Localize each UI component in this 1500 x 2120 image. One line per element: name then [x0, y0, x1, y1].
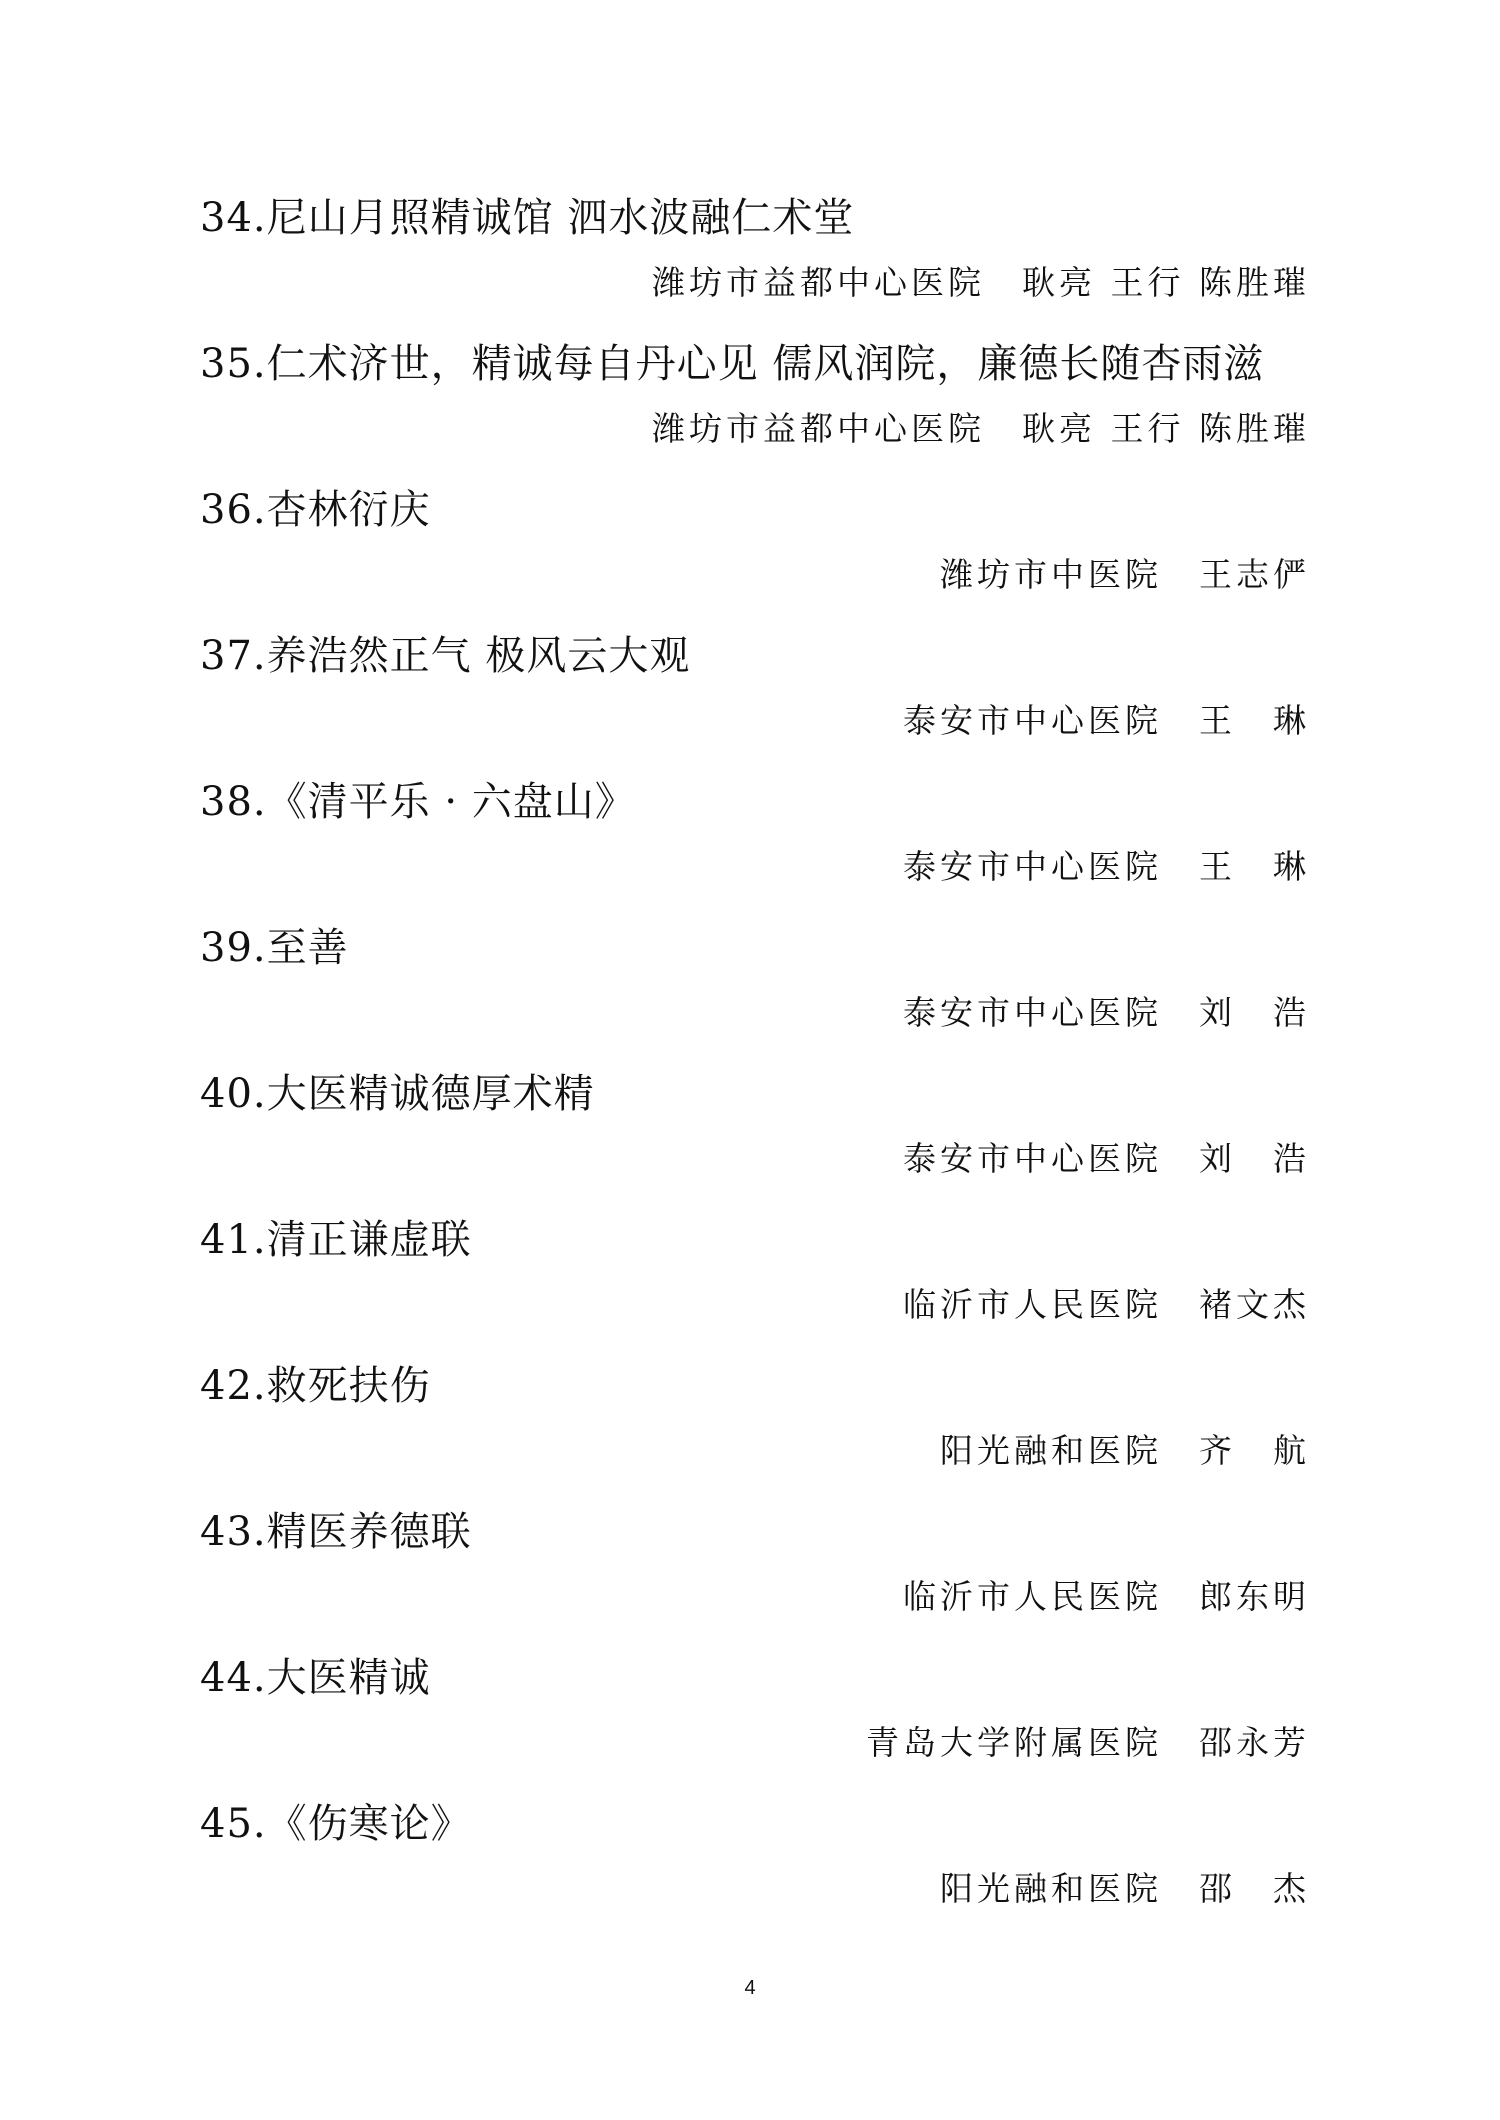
entry-title: 40.大医精诚德厚术精	[200, 1071, 595, 1117]
entry-title: 38.《清平乐 · 六盘山》	[200, 779, 636, 825]
entry-40	[200, 1066, 1310, 1212]
entry-36	[200, 482, 1310, 628]
entry-title: 42.救死扶伤	[200, 1363, 431, 1409]
entry-35	[200, 336, 1310, 482]
entry-author: 青岛大学附属医院 邵永芳	[866, 1723, 1310, 1762]
entry-author: 泰安市中心医院 王 琳	[903, 701, 1310, 740]
entry-44	[200, 1650, 1310, 1796]
entry-author: 阳光融和医院 邵 杰	[940, 1869, 1310, 1908]
entry-author: 临沂市人民医院 郎东明	[903, 1577, 1310, 1616]
entry-title: 37.养浩然正气 极风云大观	[200, 633, 691, 679]
entry-title: 41.清正谦虚联	[200, 1217, 472, 1263]
entry-author: 临沂市人民医院 褚文杰	[903, 1285, 1310, 1324]
entry-43	[200, 1504, 1310, 1650]
entry-author: 潍坊市中医院 王志俨	[940, 555, 1310, 594]
entry-42	[200, 1358, 1310, 1504]
entry-title: 45.《伤寒论》	[200, 1801, 472, 1847]
entry-45	[200, 1796, 1310, 1942]
entry-author: 阳光融和医院 齐 航	[940, 1431, 1310, 1470]
entry-author: 泰安市中心医院 刘 浩	[903, 993, 1310, 1032]
page-number: 4	[744, 1977, 756, 1999]
entry-title: 35.仁术济世，精诚每自丹心见 儒风润院，廉德长随杏雨滋	[200, 341, 1265, 387]
entry-title: 36.杏林衍庆	[200, 487, 431, 533]
entry-34	[200, 190, 1310, 336]
entry-author: 泰安市中心医院 刘 浩	[903, 1139, 1310, 1178]
entry-author: 泰安市中心医院 王 琳	[903, 847, 1310, 886]
entry-author: 潍坊市益都中心医院 耿亮 王行 陈胜璀	[652, 263, 1310, 302]
entry-title: 34.尼山月照精诚馆 泗水波融仁术堂	[200, 195, 855, 241]
entry-author: 潍坊市益都中心医院 耿亮 王行 陈胜璀	[652, 409, 1310, 448]
entry-41	[200, 1212, 1310, 1358]
entry-title: 43.精医养德联	[200, 1509, 472, 1555]
entry-38	[200, 774, 1310, 920]
entry-title: 39.至善	[200, 925, 349, 971]
entry-title: 44.大医精诚	[200, 1655, 431, 1701]
entry-37	[200, 628, 1310, 774]
entry-39	[200, 920, 1310, 1066]
